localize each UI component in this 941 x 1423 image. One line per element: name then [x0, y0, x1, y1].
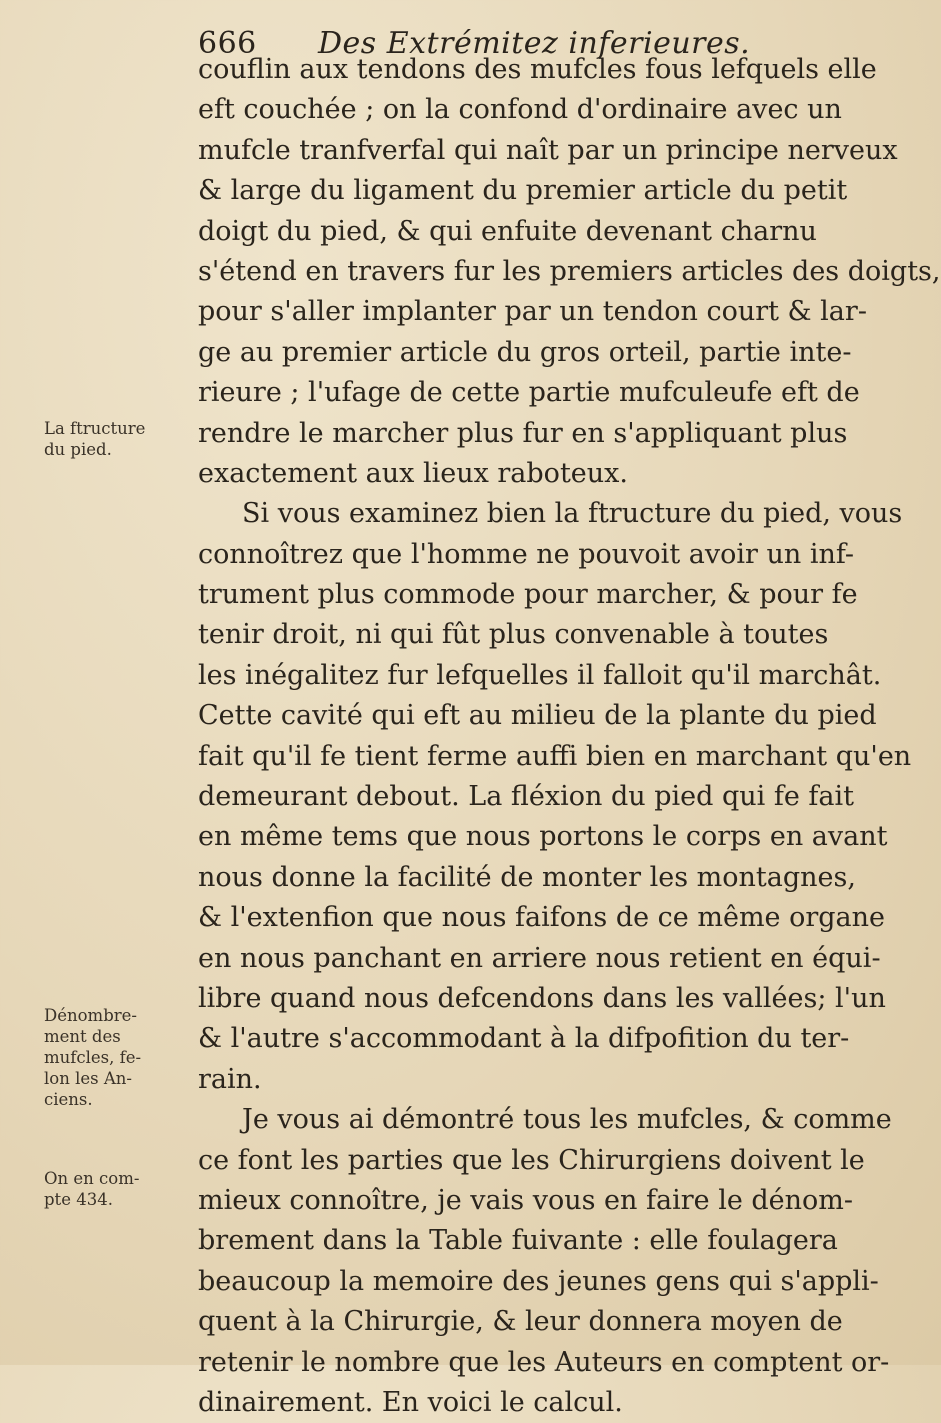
text-line: retenir le nombre que les Auteurs en comptent or-: [198, 1346, 890, 1378]
margin-note-line: Dénombre-: [44, 1006, 137, 1025]
text-line: ge au premier article du gros orteil, partie inte-: [198, 336, 852, 368]
margin-note-count: [44, 1168, 194, 1210]
text-line: & l'autre s'accommodant à la difpofition du ter-: [198, 1023, 850, 1055]
margin-note-line: mufcles, fe-: [44, 1048, 142, 1067]
text-line: tenir droit, ni qui fût plus convenable à toutes: [198, 619, 829, 651]
text-line: mieux connoître, je vais vous en faire le dénom-: [198, 1184, 854, 1216]
text-line: doigt du pied, & qui enfuite devenant charnu: [198, 215, 817, 247]
margin-note-enumeration: [44, 1005, 194, 1110]
margin-note-line: La ftructure: [44, 419, 146, 438]
running-title: Des Extrémitez inferieures.: [318, 26, 751, 61]
text-line: & large du ligament du premier article du petit: [198, 175, 848, 207]
text-line: mufcle tranfverfal qui naît par un principe nerveux: [198, 134, 898, 166]
text-line: dinairement. En voici le calcul.: [198, 1386, 623, 1418]
text-line: les inégalitez fur lefquelles il falloit qu'il marchât.: [198, 659, 882, 691]
text-line: & l'extenfion que nous faifons de ce même organe: [198, 902, 886, 934]
text-line: libre quand nous defcendons dans les vallées; l'un: [198, 982, 886, 1014]
margin-note-line: pte 434.: [44, 1190, 113, 1209]
margin-note-structure: [44, 418, 194, 460]
text-line: connoîtrez que l'homme ne pouvoit avoir un inf-: [198, 538, 855, 570]
text-line: quent à la Chirurgie, & leur donnera moyen de: [198, 1306, 843, 1338]
text-line: pour s'aller implanter par un tendon court & lar-: [198, 296, 867, 328]
text-line: couflin aux tendons des mufcles fous lefquels elle: [198, 54, 877, 85]
text-line: eft couchée ; on la confond d'ordinaire avec un: [198, 94, 842, 126]
page-number: 666: [198, 26, 257, 61]
text-line: nous donne la facilité de monter les montagnes,: [198, 861, 856, 893]
margin-note-line: On en com-: [44, 1169, 140, 1188]
margin-note-line: lon les An-: [44, 1069, 132, 1088]
text-line: Cette cavité qui eft au milieu de la plante du pied: [198, 700, 877, 732]
margin-note-line: du pied.: [44, 440, 112, 459]
text-line: beaucoup la memoire des jeunes gens qui s'appli-: [198, 1265, 879, 1297]
text-line: en nous panchant en arriere nous retient en équi-: [198, 942, 881, 974]
margin-note-line: ciens.: [44, 1090, 93, 1109]
text-line: s'étend en travers fur les premiers articles des doigts,: [198, 255, 941, 287]
text-line: exactement aux lieux raboteux.: [198, 457, 628, 489]
body-text: [198, 50, 941, 1423]
text-line: ce font les parties que les Chirurgiens doivent le: [198, 1144, 865, 1176]
text-line: rain.: [198, 1063, 262, 1095]
text-line: demeurant debout. La fléxion du pied qui fe fait: [198, 781, 854, 813]
text-line: trument plus commode pour marcher, & pour fe: [198, 579, 858, 611]
margin-note-line: ment des: [44, 1027, 121, 1046]
text-line: Je vous ai démontré tous les mufcles, & comme: [242, 1104, 892, 1136]
text-line: rieure ; l'ufage de cette partie mufculeufe eft de: [198, 377, 860, 409]
text-line: Si vous examinez bien la ftructure du pied, vous: [242, 498, 903, 530]
text-line: rendre le marcher plus fur en s'appliquant plus: [198, 417, 848, 449]
text-line: brement dans la Table fuivante : elle foulagera: [198, 1225, 838, 1257]
text-line: fait qu'il fe tient ferme auffi bien en marchant qu'en: [198, 740, 912, 772]
text-line: en même tems que nous portons le corps en avant: [198, 821, 888, 853]
